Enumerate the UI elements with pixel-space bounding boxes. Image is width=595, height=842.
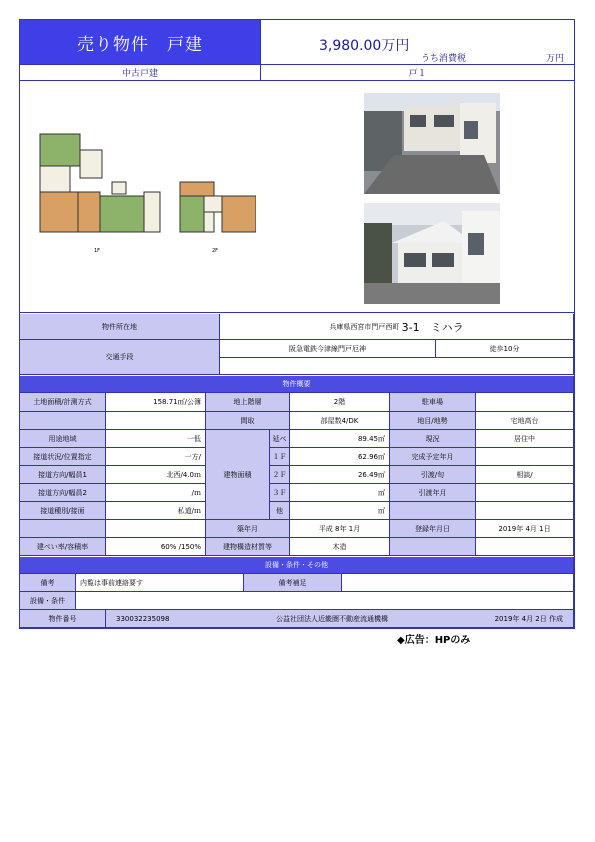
registered-value: 2019年 4月 1日 [476, 520, 574, 538]
road-type-value: 私道/ｍ [106, 502, 206, 520]
overview-title: 物件概要 [20, 376, 574, 393]
ad-note: ◆広告：HPのみ [397, 635, 471, 646]
registered-label: 登録年月日 [390, 520, 476, 538]
facilities-title: 設備・条件・その他 [20, 557, 574, 574]
unit-count: 戸１ [260, 64, 574, 81]
price: 3,980.00万円 [319, 38, 410, 54]
floors-label: 地上階層 [206, 393, 290, 412]
completion-label: 完成予定年月 [390, 448, 476, 466]
status-label: 現況 [390, 430, 476, 448]
transport-label: 交通手段 [20, 340, 220, 375]
total-area-value: 89.45㎡ [290, 430, 390, 448]
sheet-frame [19, 19, 575, 629]
structure-value: 木造 [290, 538, 390, 556]
built-value: 平成 8年 1月 [290, 520, 390, 538]
structure-label: 建物構造材質等 [206, 538, 290, 556]
land-area-label: 土地面積/計測方式 [20, 393, 106, 412]
road-type-label: 接道種別/接面 [20, 502, 106, 520]
layout-label: 間取 [206, 412, 290, 430]
land-type-value: 宅地高台 [476, 412, 574, 430]
delivery-label: 引渡/旬 [390, 466, 476, 484]
coverage-value: 60% /150% [106, 538, 206, 556]
transport-line: 阪急電鉄今津線門戸厄神 [220, 340, 436, 358]
remarks-label: 備考 [20, 574, 76, 592]
address: 兵庫県西宮市門戸西町 [329, 322, 400, 331]
built-label: 築年月 [206, 520, 290, 538]
land-area-value: 158.71㎡/公簿 [106, 393, 206, 412]
road-value: 一方/ [106, 448, 206, 466]
location-label: 物件所在地 [20, 314, 220, 340]
parking-label: 駐車場 [390, 393, 476, 412]
building-area-label: 建物面積 [206, 430, 270, 520]
organization: 公益社団法人近畿圏不動産流通機構 [276, 614, 389, 623]
f2-label: ２Ｆ [270, 466, 290, 484]
floor1-label: 1F [94, 248, 101, 254]
floor2-label: 2F [212, 248, 219, 254]
layout-value: 部屋数4/DK [290, 412, 390, 430]
status-value: 居住中 [476, 430, 574, 448]
property-id: 330032235098 [116, 614, 170, 623]
other-area-value: ㎡ [290, 502, 390, 520]
total-area-label: 延べ [270, 430, 290, 448]
floors-value: 2階 [290, 393, 390, 412]
f3-label: ３Ｆ [270, 484, 290, 502]
f2-value: 26.49㎡ [290, 466, 390, 484]
road-label: 接道状況/位置指定 [20, 448, 106, 466]
road-dir1-label: 接道方向/幅員1 [20, 466, 106, 484]
transport-walk: 徒歩10分 [436, 340, 574, 358]
delivery-value: 相談/ [476, 466, 574, 484]
created-date: 2019年 4月 2日 作成 [494, 614, 563, 623]
equip-label: 設備・条件 [20, 592, 76, 610]
road-dir2-value: /ｍ [106, 484, 206, 502]
zone-label: 用途地域 [20, 430, 106, 448]
property-type: 中古戸建 [20, 64, 260, 81]
tax-label: うち消費税 [421, 54, 467, 64]
property-id-label: 物件番号 [20, 610, 106, 628]
zone-value: 一低 [106, 430, 206, 448]
tax-unit: 万円 [545, 54, 564, 64]
road-dir2-label: 接道方向/幅員2 [20, 484, 106, 502]
f3-value: ㎡ [290, 484, 390, 502]
remarks-value: 内覧は事前連絡要す [76, 574, 244, 592]
coverage-label: 建ぺい率/容積率 [20, 538, 106, 556]
land-type-label: 地目/地勢 [390, 412, 476, 430]
road-dir1-value: 北西/4.0ｍ [106, 466, 206, 484]
f1-label: １Ｆ [270, 448, 290, 466]
f1-value: 62.96㎡ [290, 448, 390, 466]
address-block: 3-1 ミハラ [401, 320, 464, 334]
remarks-sup-label: 備考補足 [244, 574, 342, 592]
other-area-label: 他 [270, 502, 290, 520]
delivery-date-label: 引渡年月 [390, 484, 476, 502]
listing-title: 売り物件 戸建 [20, 20, 260, 64]
